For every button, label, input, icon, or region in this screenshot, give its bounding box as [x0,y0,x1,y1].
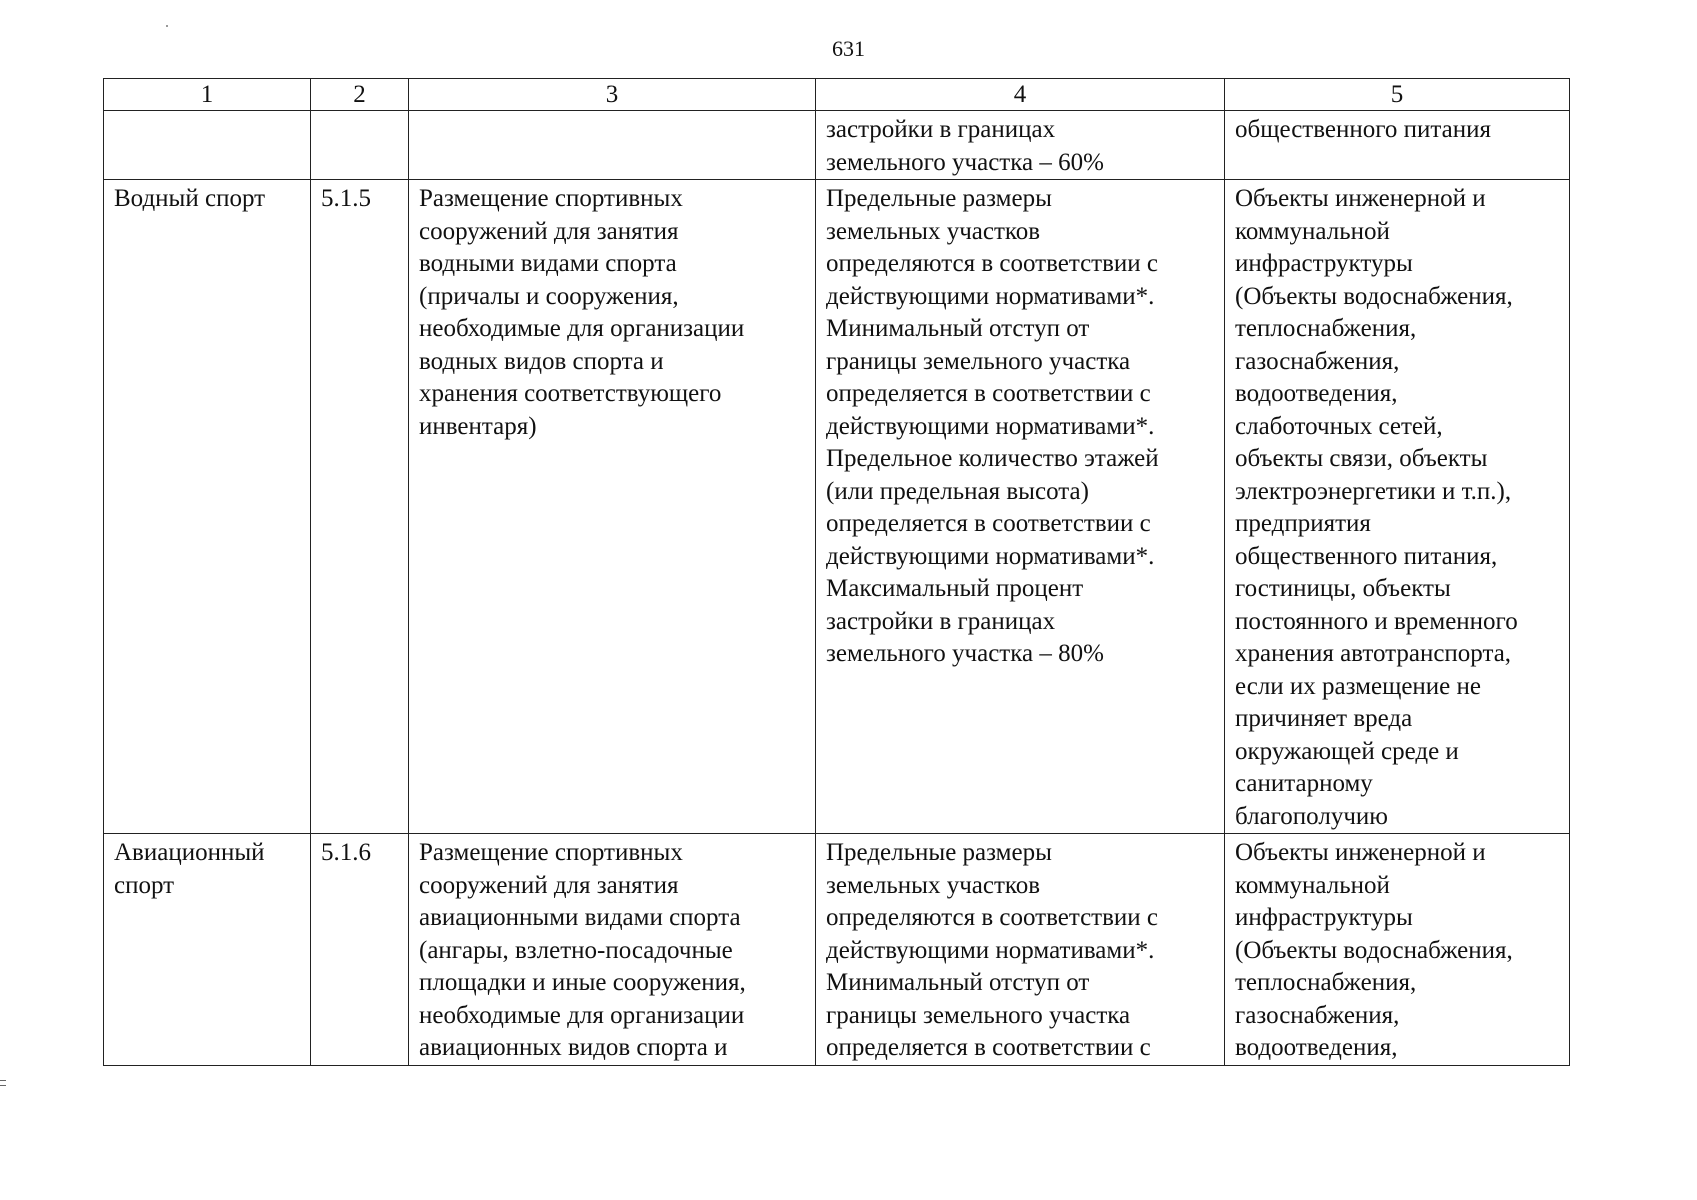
cell-line: Максимальный процент [826,575,1084,602]
activity-name-cell [104,111,311,180]
cell-line: определяются в соответствии с [826,904,1159,931]
cell-line: хранения соответствующего [419,380,722,407]
cell-line: объекты связи, объекты [1235,445,1488,472]
column-header: 5 [1225,79,1570,111]
auxiliary-uses-cell [1225,834,1570,1066]
land-use-table [103,78,1570,1066]
activity-name-cell [104,834,311,1066]
parameters-cell [816,180,1225,834]
cell-line: Минимальный отступ от [826,969,1090,996]
cell-line: действующими нормативами*. [826,282,1155,310]
cell-line: газоснабжения, [1235,1001,1400,1029]
cell-line: предприятия [1235,510,1371,537]
description-cell [409,111,816,180]
cell-line: границы земельного участка [826,347,1131,375]
column-header: 4 [816,79,1225,111]
cell-line: 5.1.5 [321,185,371,212]
cell-line: водными видами спорта [419,250,677,277]
auxiliary-uses-cell [1225,180,1570,834]
cell-line: теплоснабжения, [1235,315,1417,342]
cell-line: (Объекты водоснабжения, [1235,936,1513,964]
parameters-cell [816,111,1225,180]
cell-line: слаботочных сетей, [1235,412,1443,440]
cell-line: водных видов спорта и [419,347,664,375]
scan-edge-mark [0,1085,6,1086]
cell-line: электроэнергетики и т.п.), [1235,477,1512,505]
cell-line: застройки в границах [826,116,1056,143]
cell-line: гостиницы, объекты [1235,575,1451,602]
cell-line: застройки в границах [826,607,1056,635]
cell-line: Предельные размеры [826,839,1052,866]
cell-line: земельных участков [826,217,1041,245]
cell-line: Минимальный отступ от [826,315,1090,342]
cell-line: инвентаря) [419,412,537,440]
cell-line: границы земельного участка [826,1001,1131,1029]
cell-line: инфраструктуры [1235,904,1413,931]
scan-edge-mark [0,1080,6,1081]
cell-line: определяется в соответствии с [826,1034,1151,1061]
cell-line: инфраструктуры [1235,250,1413,277]
cell-line: авиационных видов спорта и [419,1034,728,1061]
page-number: 631 [832,36,865,61]
column-header: 1 [104,79,311,111]
cell-line: Водный спорт [114,185,266,212]
activity-name-cell [104,180,311,834]
cell-line: если их размещение не [1235,672,1482,700]
parameters-cell [816,834,1225,1066]
cell-line: Объекты инженерной и [1235,185,1486,212]
table-header-row [104,79,1570,111]
cell-line: общественного питания, [1235,542,1498,570]
code-cell [311,111,409,180]
cell-line: земельных участков [826,871,1041,899]
description-cell [409,834,816,1066]
cell-line: Размещение спортивных [419,185,683,212]
code-cell [311,834,409,1066]
cell-line: сооружений для занятия [419,871,679,899]
cell-line: коммунальной [1235,217,1390,245]
description-cell [409,180,816,834]
scan-dot-mark [166,25,168,27]
cell-line: Авиационный [114,839,265,866]
cell-line: определяется в соответствии с [826,510,1151,537]
cell-line: постоянного и временного [1235,607,1518,635]
cell-line: (причалы и сооружения, [419,282,679,310]
cell-line: причиняет вреда [1235,705,1413,732]
column-header: 2 [311,79,409,111]
cell-line: действующими нормативами*. [826,936,1155,964]
cell-line: Предельное количество этажей [826,445,1159,472]
cell-line: (Объекты водоснабжения, [1235,282,1513,310]
table-row [104,111,1570,180]
code-cell [311,180,409,834]
cell-line: действующими нормативами*. [826,542,1155,570]
cell-line: необходимые для организации [419,1001,745,1029]
table-row [104,180,1570,834]
cell-line: хранения автотранспорта, [1235,640,1512,667]
cell-line: теплоснабжения, [1235,969,1417,996]
cell-line: санитарному [1235,770,1373,797]
cell-line: благополучию [1235,802,1388,830]
cell-line: необходимые для организации [419,315,745,342]
cell-line: (или предельная высота) [826,477,1089,505]
cell-line: Размещение спортивных [419,839,683,866]
cell-line: авиационными видами спорта [419,904,741,931]
cell-line: Объекты инженерной и [1235,839,1486,866]
cell-line: определяется в соответствии с [826,380,1151,407]
cell-line: определяются в соответствии с [826,250,1159,277]
cell-line: водоотведения, [1235,380,1398,407]
cell-line: Предельные размеры [826,185,1052,212]
cell-line: окружающей среде и [1235,737,1459,765]
cell-line: (ангары, взлетно-посадочные [419,936,733,964]
cell-line: земельного участка – 80% [826,640,1104,667]
table-row [104,834,1570,1066]
cell-line: действующими нормативами*. [826,412,1155,440]
column-header: 3 [409,79,816,111]
cell-line: площадки и иные сооружения, [419,969,746,996]
cell-line: 5.1.6 [321,839,371,866]
cell-line: коммунальной [1235,871,1390,899]
cell-line: общественного питания [1235,116,1491,143]
cell-line: сооружений для занятия [419,217,679,245]
auxiliary-uses-cell [1225,111,1570,180]
cell-line: водоотведения, [1235,1034,1398,1061]
cell-line: спорт [114,871,175,899]
cell-line: земельного участка – 60% [826,148,1104,176]
cell-line: газоснабжения, [1235,347,1400,375]
